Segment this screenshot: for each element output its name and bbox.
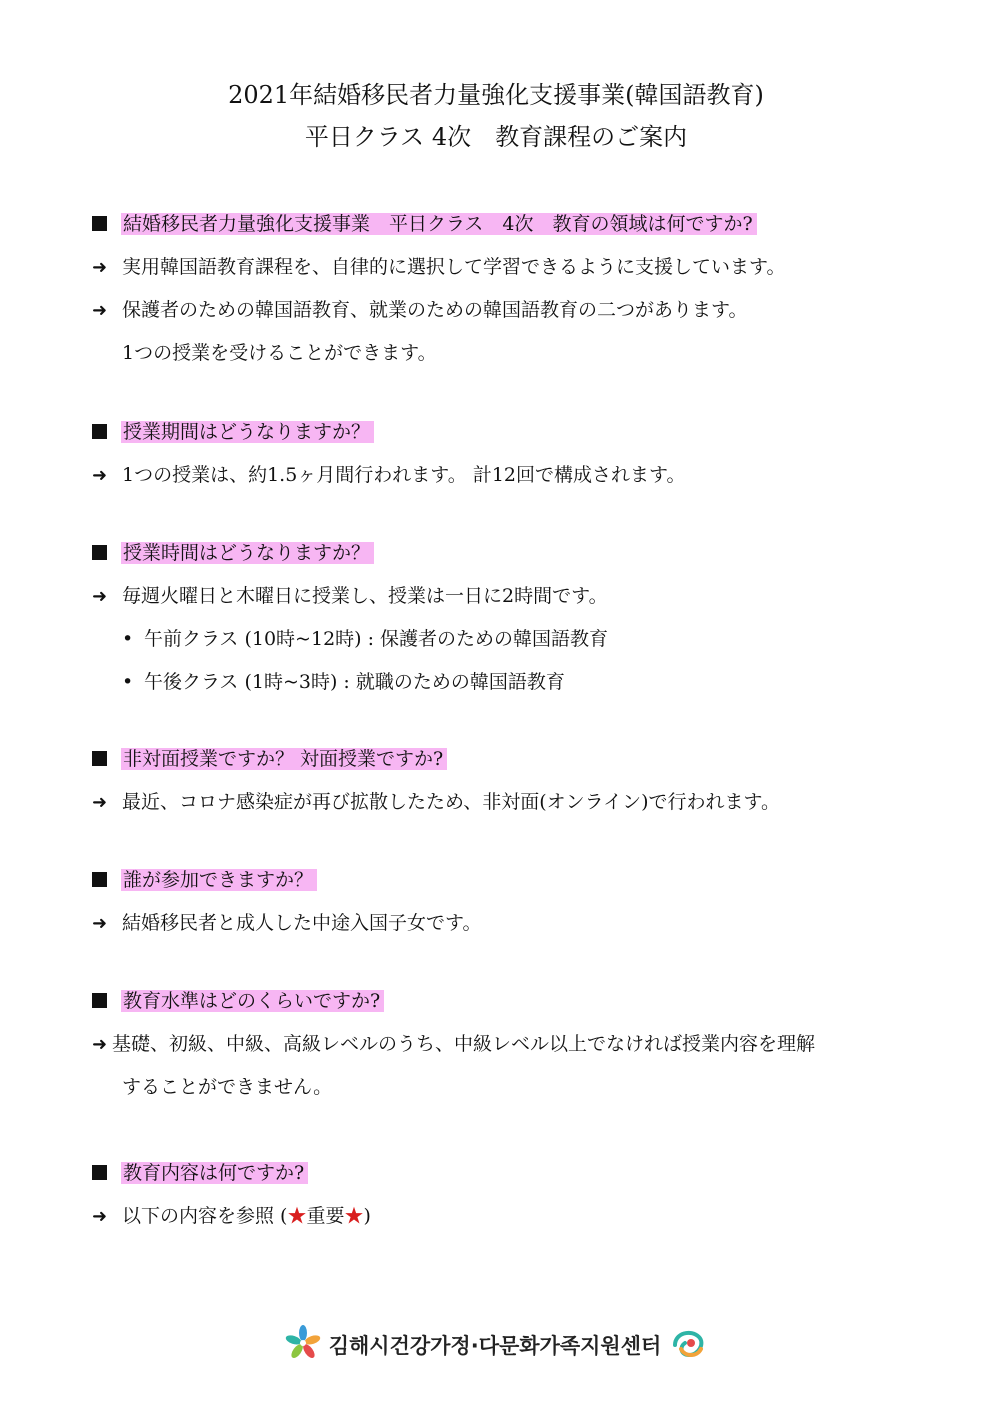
bullet-dot-icon: • <box>122 628 134 650</box>
answer-text: 毎週火曜日と木曜日に授業し、授業は一日に2時間です。 <box>122 585 608 607</box>
black-square-icon <box>92 993 107 1008</box>
answer-text: 基礎、初級、中級、高級レベルのうち、中級レベル以上でなければ授業内容を理解 <box>112 1033 816 1055</box>
important-label: 重要 <box>306 1205 345 1227</box>
answer-line <box>92 910 481 937</box>
bullet-text: 午後クラス (1時~3時) : 就職のための韓国語教育 <box>144 671 565 693</box>
org-emblem-icon <box>669 1327 707 1361</box>
org-logo-icon <box>285 1325 321 1361</box>
section-question <box>92 1160 308 1186</box>
org-name: 김해시건강가정·다문화가족지원센터 <box>328 1334 662 1358</box>
answer-text: 実用韓国語教育課程を、自律的に選択して学習できるように支援しています。 <box>122 256 786 278</box>
star-icon: ★ <box>344 1205 364 1227</box>
section-question <box>92 746 447 772</box>
section-question <box>92 867 317 893</box>
answer-continuation <box>122 1074 332 1100</box>
black-square-icon <box>92 751 107 766</box>
bullet-item <box>122 626 608 652</box>
section-question <box>92 211 757 237</box>
bullet-dot-icon: • <box>122 671 134 693</box>
black-square-icon <box>92 424 107 439</box>
answer-text: 最近、コロナ感染症が再び拡散したため、非対面(オンライン)で行われます。 <box>122 791 780 813</box>
question-text: 教育内容は何ですか? <box>121 1162 308 1184</box>
right-arrow-icon: ➜ <box>92 300 108 321</box>
answer-text: 1つの授業を受けることができます。 <box>122 342 437 364</box>
black-square-icon <box>92 872 107 887</box>
question-text: 授業時間はどうなりますか？ <box>121 542 374 564</box>
black-square-icon <box>92 545 107 560</box>
star-icon: ★ <box>287 1205 307 1227</box>
important-close: ) <box>363 1205 371 1227</box>
answer-text: 保護者のための韓国語教育、就業のための韓国語教育の二つがあります。 <box>122 299 748 321</box>
question-text: 非対面授業ですか？ 対面授業ですか? <box>121 748 447 770</box>
answer-text: 結婚移民者と成人した中途入国子女です。 <box>122 912 482 934</box>
bullet-text: 午前クラス (10時~12時) : 保護者のための韓国語教育 <box>144 628 609 650</box>
right-arrow-icon: ➜ <box>92 1034 108 1055</box>
page-title: 2021年結婚移民者力量強化支援事業(韓国語教育) <box>228 81 764 109</box>
right-arrow-icon: ➜ <box>92 913 108 934</box>
answer-line <box>92 583 608 610</box>
answer-line <box>92 789 780 816</box>
answer-text: することができません。 <box>122 1076 333 1098</box>
right-arrow-icon: ➜ <box>92 1206 108 1227</box>
right-arrow-icon: ➜ <box>92 465 108 486</box>
question-text: 誰が参加できますか？ <box>121 869 317 891</box>
right-arrow-icon: ➜ <box>92 792 108 813</box>
right-arrow-icon: ➜ <box>92 257 108 278</box>
answer-line <box>92 462 685 489</box>
answer-continuation <box>122 340 437 366</box>
answer-line <box>92 1031 815 1058</box>
question-text: 授業期間はどうなりますか？ <box>121 421 374 443</box>
right-arrow-icon: ➜ <box>92 586 108 607</box>
answer-text: 以下の内容を参照 ( <box>122 1205 288 1227</box>
black-square-icon <box>92 1165 107 1180</box>
section-question <box>92 988 384 1014</box>
footer <box>0 1325 992 1361</box>
page-subtitle: 平日クラス 4次 教育課程のご案内 <box>304 123 688 151</box>
answer-text: 1つの授業は、約1.5ヶ月間行われます。 計12回で構成されます。 <box>122 464 686 486</box>
answer-line <box>92 254 785 281</box>
question-text: 教育水準はどのくらいですか? <box>121 990 384 1012</box>
question-text: 結婚移民者力量強化支援事業 平日クラス 4次 教育の領域は何ですか? <box>121 213 757 235</box>
section-question <box>92 540 374 566</box>
answer-line <box>92 297 747 324</box>
section-question <box>92 419 374 445</box>
answer-line <box>92 1203 371 1230</box>
bullet-item <box>122 669 565 695</box>
black-square-icon <box>92 216 107 231</box>
